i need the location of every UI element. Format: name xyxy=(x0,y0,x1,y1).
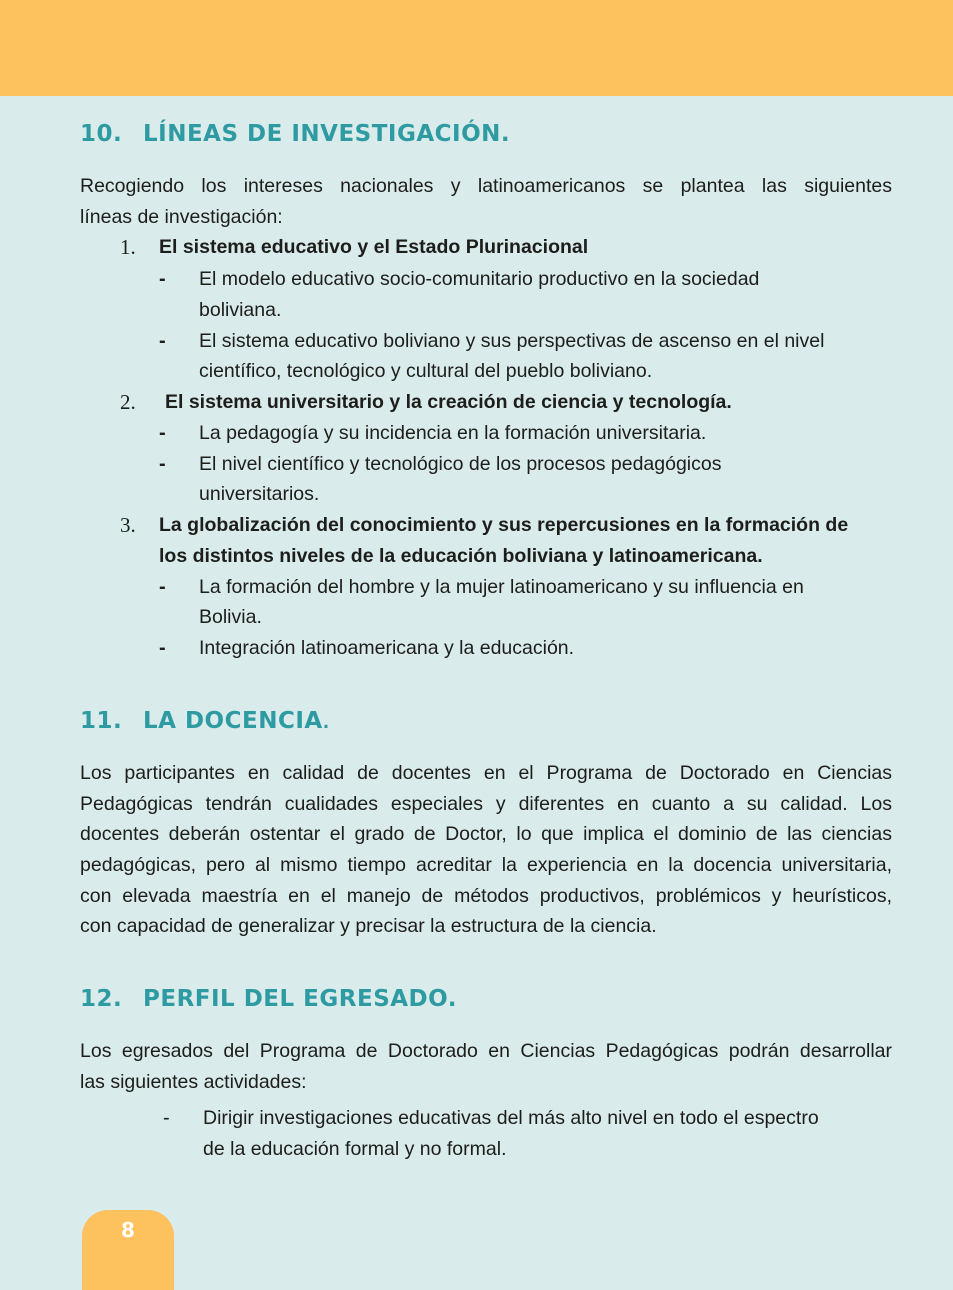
dash-bullet: - xyxy=(159,576,166,598)
dash-bullet: - xyxy=(159,637,166,659)
sub-item-line: La formación del hombre y la mujer latinoamericano y su influencia en xyxy=(199,576,804,598)
sub-item-line: El modelo educativo socio-comunitario productivo en la sociedad xyxy=(199,268,760,290)
paragraph-line: Los egresados del Programa de Doctorado en Ciencias Pedagógicas podrán desarrollar xyxy=(80,1040,892,1062)
sub-item-line: Dirigir investigaciones educativas del más alto nivel en todo el espectro xyxy=(203,1107,819,1129)
list-number: 1. xyxy=(120,235,136,259)
page-number: 8 xyxy=(121,1218,135,1242)
paragraph-line: con capacidad de generalizar y precisar la estructura de la ciencia. xyxy=(80,915,657,937)
top-color-band xyxy=(0,0,953,96)
paragraph-line: docentes deberán ostentar el grado de Doctor, lo que implica el dominio de las ciencias xyxy=(80,823,892,845)
paragraph-line: con elevada maestría en el manejo de métodos productivos, problémicos y heurísticos, xyxy=(80,885,892,907)
list-item-title: La globalización del conocimiento y sus repercusiones en la formación de xyxy=(159,514,849,536)
sub-item-line: de la educación formal y no formal. xyxy=(203,1138,507,1160)
sub-item-line: El nivel científico y tecnológico de los procesos pedagógicos xyxy=(199,453,722,475)
sub-item-line: Bolivia. xyxy=(199,606,262,628)
section-number: 11. xyxy=(80,708,123,734)
section-number: 10. xyxy=(80,121,123,147)
list-item-title: El sistema universitario y la creación de ciencia y tecnología. xyxy=(165,391,732,413)
section-title-period: . xyxy=(322,713,330,733)
sub-item-line: La pedagogía y su incidencia en la formación universitaria. xyxy=(199,422,707,444)
section-heading-10 xyxy=(80,121,510,147)
paragraph-line: pedagógicas, pero al mismo tiempo acreditar la experiencia en la docencia universitaria, xyxy=(80,854,892,876)
sub-item-line: El sistema educativo boliviano y sus perspectivas de ascenso en el nivel xyxy=(199,330,825,352)
section-title: PERFIL DEL EGRESADO. xyxy=(143,986,457,1012)
dash-bullet: - xyxy=(163,1107,170,1129)
section-heading-11 xyxy=(80,708,330,734)
list-number: 2. xyxy=(120,390,136,414)
paragraph-line: las siguientes actividades: xyxy=(80,1071,307,1093)
dash-bullet: - xyxy=(159,330,166,352)
section-title: LÍNEAS DE INVESTIGACIÓN. xyxy=(143,121,511,147)
dash-bullet: - xyxy=(159,422,166,444)
dash-bullet: - xyxy=(159,268,166,290)
section-heading-12 xyxy=(80,986,457,1012)
section-title: LA DOCENCIA xyxy=(143,708,323,734)
sub-item-line: boliviana. xyxy=(199,299,282,321)
sub-item-line: científico, tecnológico y cultural del pueblo boliviano. xyxy=(199,360,653,382)
list-number: 3. xyxy=(120,513,136,537)
section-number: 12. xyxy=(80,986,123,1012)
dash-bullet: - xyxy=(159,453,166,475)
list-item-title: El sistema educativo y el Estado Plurinacional xyxy=(159,236,589,258)
page-number-tab xyxy=(82,1210,174,1290)
list-item-title: los distintos niveles de la educación boliviana y latinoamericana. xyxy=(159,545,763,567)
intro-line: Recogiendo los intereses nacionales y latinoamericanos se plantea las siguientes xyxy=(80,175,892,197)
paragraph-line: Pedagógicas tendrán cualidades especiales y diferentes en cuanto a su calidad. Los xyxy=(80,793,892,815)
sub-item-line: Integración latinoamericana y la educación. xyxy=(199,637,575,659)
intro-line: líneas de investigación: xyxy=(80,206,283,228)
paragraph-line: Los participantes en calidad de docentes en el Programa de Doctorado en Ciencias xyxy=(80,762,892,784)
sub-item-line: universitarios. xyxy=(199,483,320,505)
